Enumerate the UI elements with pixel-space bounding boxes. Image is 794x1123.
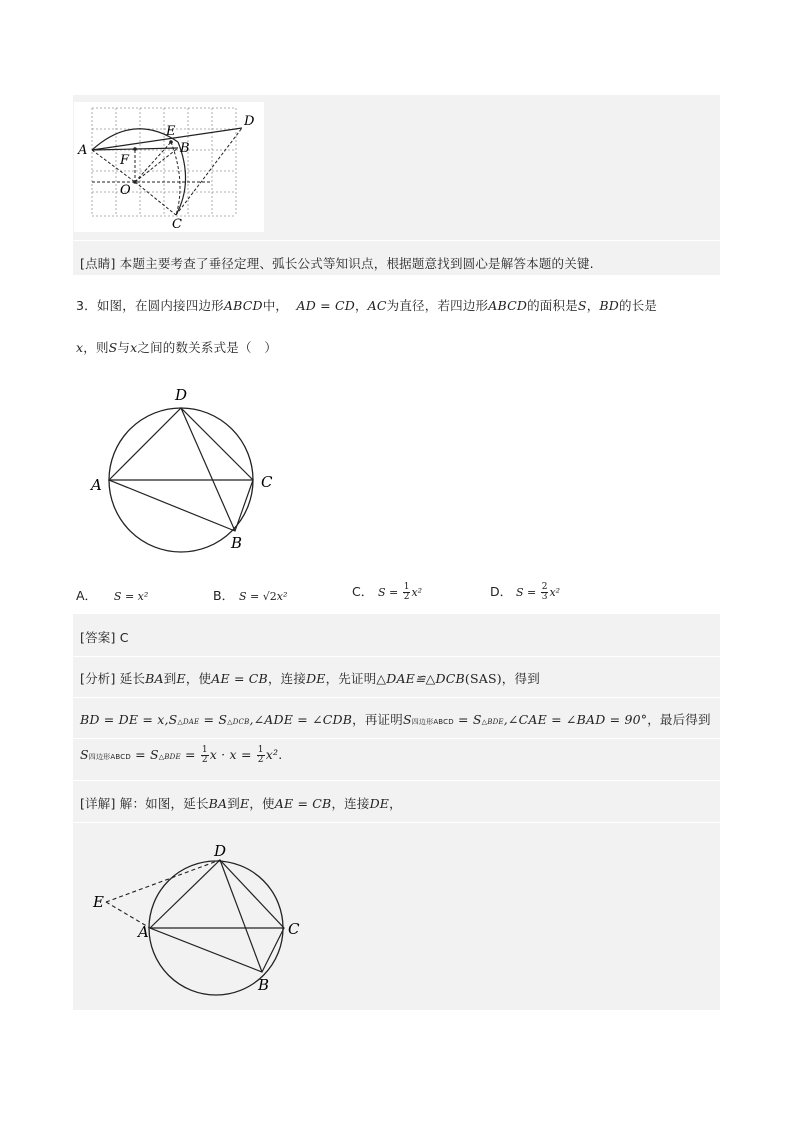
option-b[interactable]: B． S = √2x² [213,588,288,603]
label-D: D [214,842,227,860]
label-C: C [261,473,273,491]
label-A: A [138,923,149,941]
label-B: B [258,976,270,994]
analysis-line-2: BD = DE = x,S△DAE = S△DCB,∠ADE = ∠CDB，再证明S四边形ABCD = S△BDE,∠CAE = ∠BAD = 90°，最后得到 [80,712,711,727]
label-D: D [175,386,188,404]
analysis-tag: [分析] [80,671,116,686]
note-tag: [点睛] [80,256,116,271]
label-C: C [288,920,300,938]
detail-line: [详解] 解：如图，延长BA到E，使AE = CB，连接DE， [80,796,402,811]
label-A: A [78,143,88,158]
label-C: C [172,217,182,232]
label-D: D [244,114,255,129]
analysis-line-3: S四边形ABCD = S△BDE = $\frac{1}{2}$ x · x = $\frac{1}{2}$ x². [80,745,283,765]
divider [73,780,720,781]
label-E: E [93,893,104,911]
label-E: E [166,124,176,139]
divider [73,738,720,739]
option-d[interactable]: D． S = $\frac{2}{3}$ x² [490,582,561,602]
label-B: B [231,534,243,552]
answer-line [80,628,129,646]
option-a[interactable]: A． S = x² [76,588,149,603]
divider [73,697,720,698]
circle-figure-1 [85,383,285,558]
circle-figure-2 [88,838,318,998]
note-line [80,254,594,272]
option-c[interactable]: C． S = $\frac{1}{2}$ x² [352,582,423,602]
question-line-1: 3．如图，在圆内接四边形ABCD中， AD = CD，AC为直径，若四边形ABCD的面积是S，BD的长是 [76,298,658,313]
divider [73,822,720,823]
grid-figure [74,102,264,232]
label-A: A [91,476,102,494]
analysis-line-1: [分析] 延长BA到E，使AE = CB，连接DE，先证明△DAE≌△DCB(SAS)，得到 [80,671,540,686]
divider [73,240,720,241]
detail-tag: [详解] [80,796,116,811]
answer-tag: [答案] [80,630,116,645]
divider [73,656,720,657]
question-line-2: x，则S与x之间的数关系式是（ ） [76,340,278,355]
label-B: B [180,141,190,156]
question-number: 3． [76,298,97,313]
label-F: F [120,153,130,168]
note-text: 本题主要考查了垂径定理、弧长公式等知识点，根据题意找到圆心是解答本题的关键. [119,256,594,271]
label-O: O [120,183,131,198]
answer-value: C [119,630,129,645]
